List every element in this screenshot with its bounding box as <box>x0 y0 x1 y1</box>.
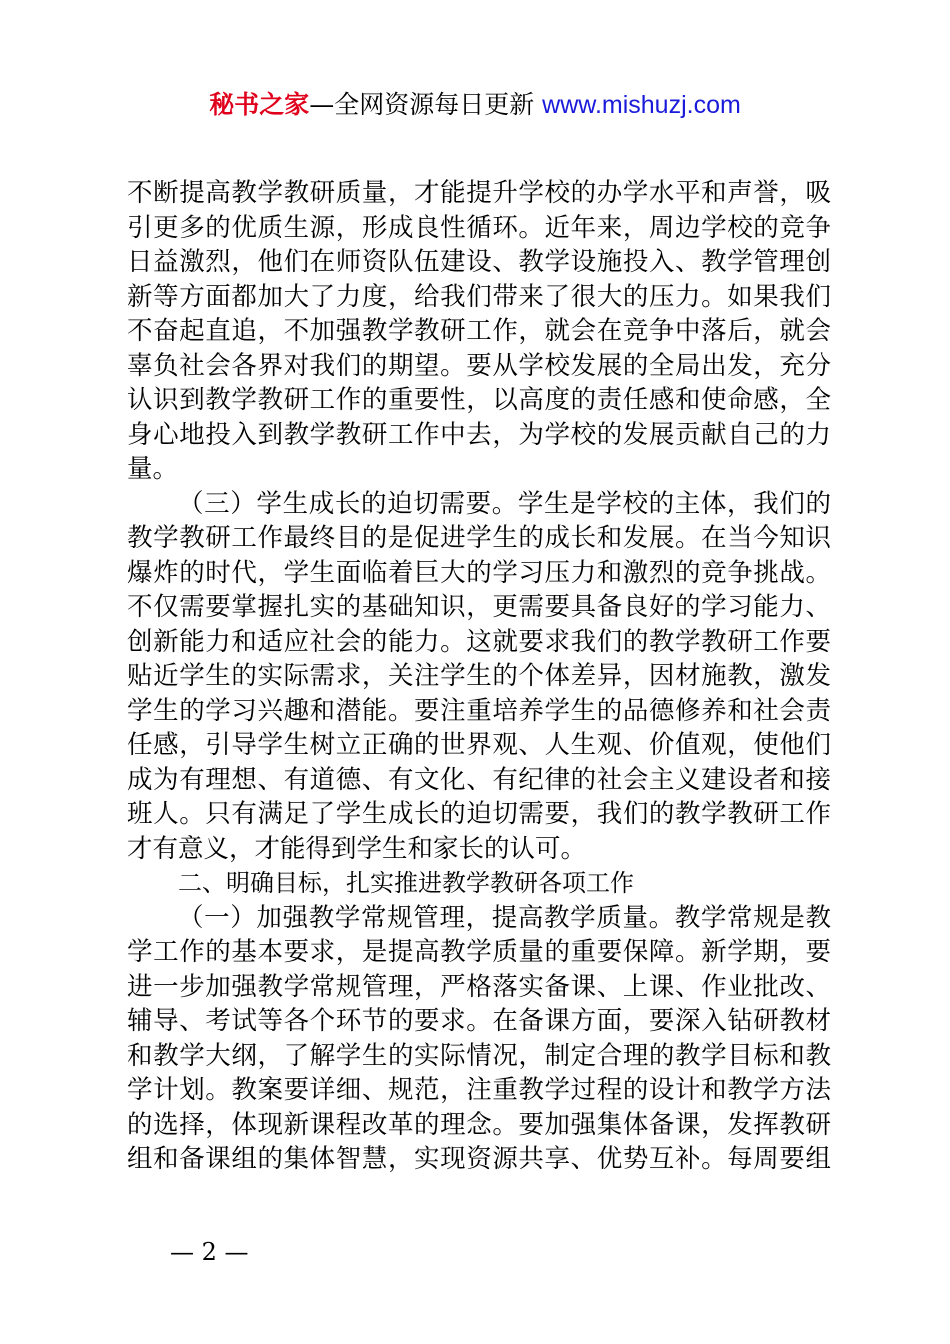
text-line: 不断提高教学教研质量，才能提升学校的办学水平和声誉，吸 <box>127 178 831 208</box>
text-line: 量。 <box>127 454 179 484</box>
text-line: 班人。只有满足了学生成长的迫切需要，我们的教学教研工作 <box>127 799 831 829</box>
text-line: 学计划。教案要详细、规范，注重教学过程的设计和教学方法 <box>127 1075 831 1105</box>
text-line: 新等方面都加大了力度，给我们带来了很大的压力。如果我们 <box>127 281 831 312</box>
text-line: 贴近学生的实际需求，关注学生的个体差异，因材施教，激发 <box>127 661 831 691</box>
text-line: 辅导、考试等各个环节的要求。在备课方面，要深入钻研教材 <box>127 1006 831 1036</box>
text-line: 和教学大纲，了解学生的实际情况，制定合理的教学目标和教 <box>127 1040 831 1071</box>
section-3-title-line: （三）学生成长的迫切需要。学生是学校的主体，我们的 <box>178 488 831 519</box>
brand-name: 秘书之家 <box>209 90 310 119</box>
text-line: 的选择，体现新课程改革的理念。要加强集体备课，发挥教研 <box>127 1109 831 1140</box>
text-line: 成为有理想、有道德、有文化、有纪律的社会主义建设者和接 <box>127 764 831 795</box>
text-line: 辜负社会各界对我们的期望。要从学校发展的全局出发，充分 <box>127 350 831 381</box>
text-line: 认识到教学教研工作的重要性，以高度的责任感和使命感，全 <box>127 385 831 415</box>
document-body <box>127 176 831 1177</box>
subsection-1-title-line: （一）加强教学常规管理，提高教学质量。教学常规是教 <box>178 902 831 933</box>
page-number: — 2 — <box>170 1238 249 1266</box>
text-line: 不奋起直追，不加强教学教研工作，就会在竞争中落后，就会 <box>127 316 831 346</box>
header-tagline: —全网资源每日更新 <box>309 90 543 119</box>
text-line: 任感，引导学生树立正确的世界观、人生观、价值观，使他们 <box>127 730 831 760</box>
text-line: 教学教研工作最终目的是促进学生的成长和发展。在当今知识 <box>127 523 831 553</box>
text-line: 爆炸的时代，学生面临着巨大的学习压力和激烈的竞争挑战。 <box>127 557 831 588</box>
text-line: 才有意义，才能得到学生和家长的认可。 <box>127 833 587 864</box>
text-line: 组和备课组的集体智慧，实现资源共享、优势互补。每周要组 <box>127 1144 831 1174</box>
text-line: 身心地投入到教学教研工作中去，为学校的发展贡献自己的力 <box>127 419 831 450</box>
site-header <box>0 88 950 122</box>
text-line: 创新能力和适应社会的能力。这就要求我们的教学教研工作要 <box>127 626 831 657</box>
text-line: 学工作的基本要求，是提高教学质量的重要保障。新学期，要 <box>127 937 831 967</box>
site-url: www.mishuzj.com <box>542 91 741 119</box>
section-heading: 二、明确目标，扎实推进教学教研各项工作 <box>178 869 634 897</box>
text-line: 引更多的优质生源，形成良性循环。近年来，周边学校的竞争 <box>127 212 831 243</box>
text-line: 进一步加强教学常规管理，严格落实备课、上课、作业批改、 <box>127 971 831 1002</box>
text-line: 不仅需要掌握扎实的基础知识，更需要具备良好的学习能力、 <box>127 592 831 622</box>
text-line: 学生的学习兴趣和潜能。要注重培养学生的品德修养和社会责 <box>127 695 831 726</box>
text-line: 日益激烈，他们在师资队伍建设、教学设施投入、教学管理创 <box>127 247 831 277</box>
